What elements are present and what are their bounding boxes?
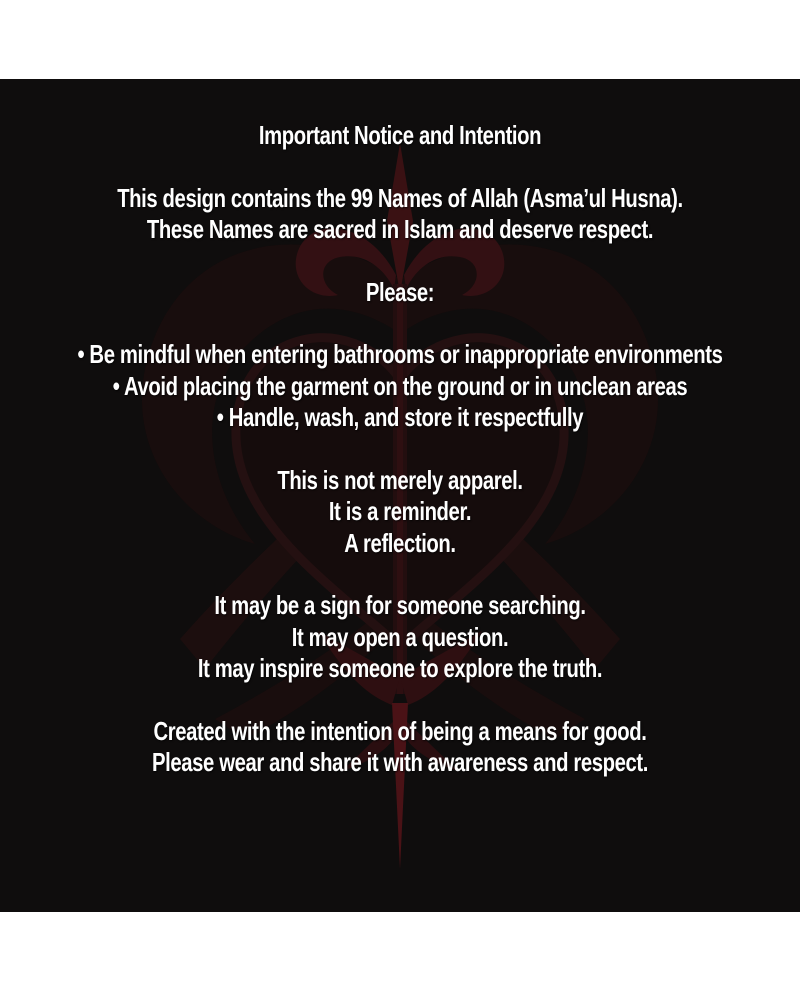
notice-bullet-line: • Be mindful when entering bathrooms or inappropriate environments (77, 339, 723, 369)
notice-line: Please: (365, 276, 435, 307)
notice-line: This design contains the 99 Names of Allah (Asma’ul Husna). (117, 182, 683, 213)
notice-line: These Names are sacred in Islam and deserve respect. (146, 214, 654, 244)
notice-paragraph-reminder (19, 465, 780, 560)
notice-line: It is a reminder. (328, 496, 472, 526)
notice-paragraph-guidelines (19, 339, 780, 434)
notice-bullet-line: • Handle, wash, and store it respectfully (216, 402, 584, 432)
notice-line: A reflection. (344, 527, 456, 558)
notice-bullet-line: • Avoid placing the garment on the ground or in unclean areas (112, 370, 688, 401)
notice-line: It may be a sign for someone searching. (214, 590, 586, 620)
notice-text (19, 120, 780, 779)
notice-paragraph-design (19, 183, 780, 246)
notice-line: Please wear and share it with awareness and respect. (152, 747, 648, 777)
notice-paragraph-please (19, 277, 780, 309)
notice-paragraph-closing (19, 716, 780, 779)
notice-line: It may inspire someone to explore the truth. (197, 653, 603, 683)
notice-title: Important Notice and Intention (258, 120, 542, 150)
notice-paragraph-sign (19, 590, 780, 685)
notice-line: Created with the intention of being a means for good. (153, 715, 647, 746)
notice-title-block (19, 120, 780, 152)
notice-panel (0, 79, 800, 912)
notice-line: It may open a question. (291, 621, 509, 652)
notice-line: This is not merely apparel. (277, 464, 523, 495)
